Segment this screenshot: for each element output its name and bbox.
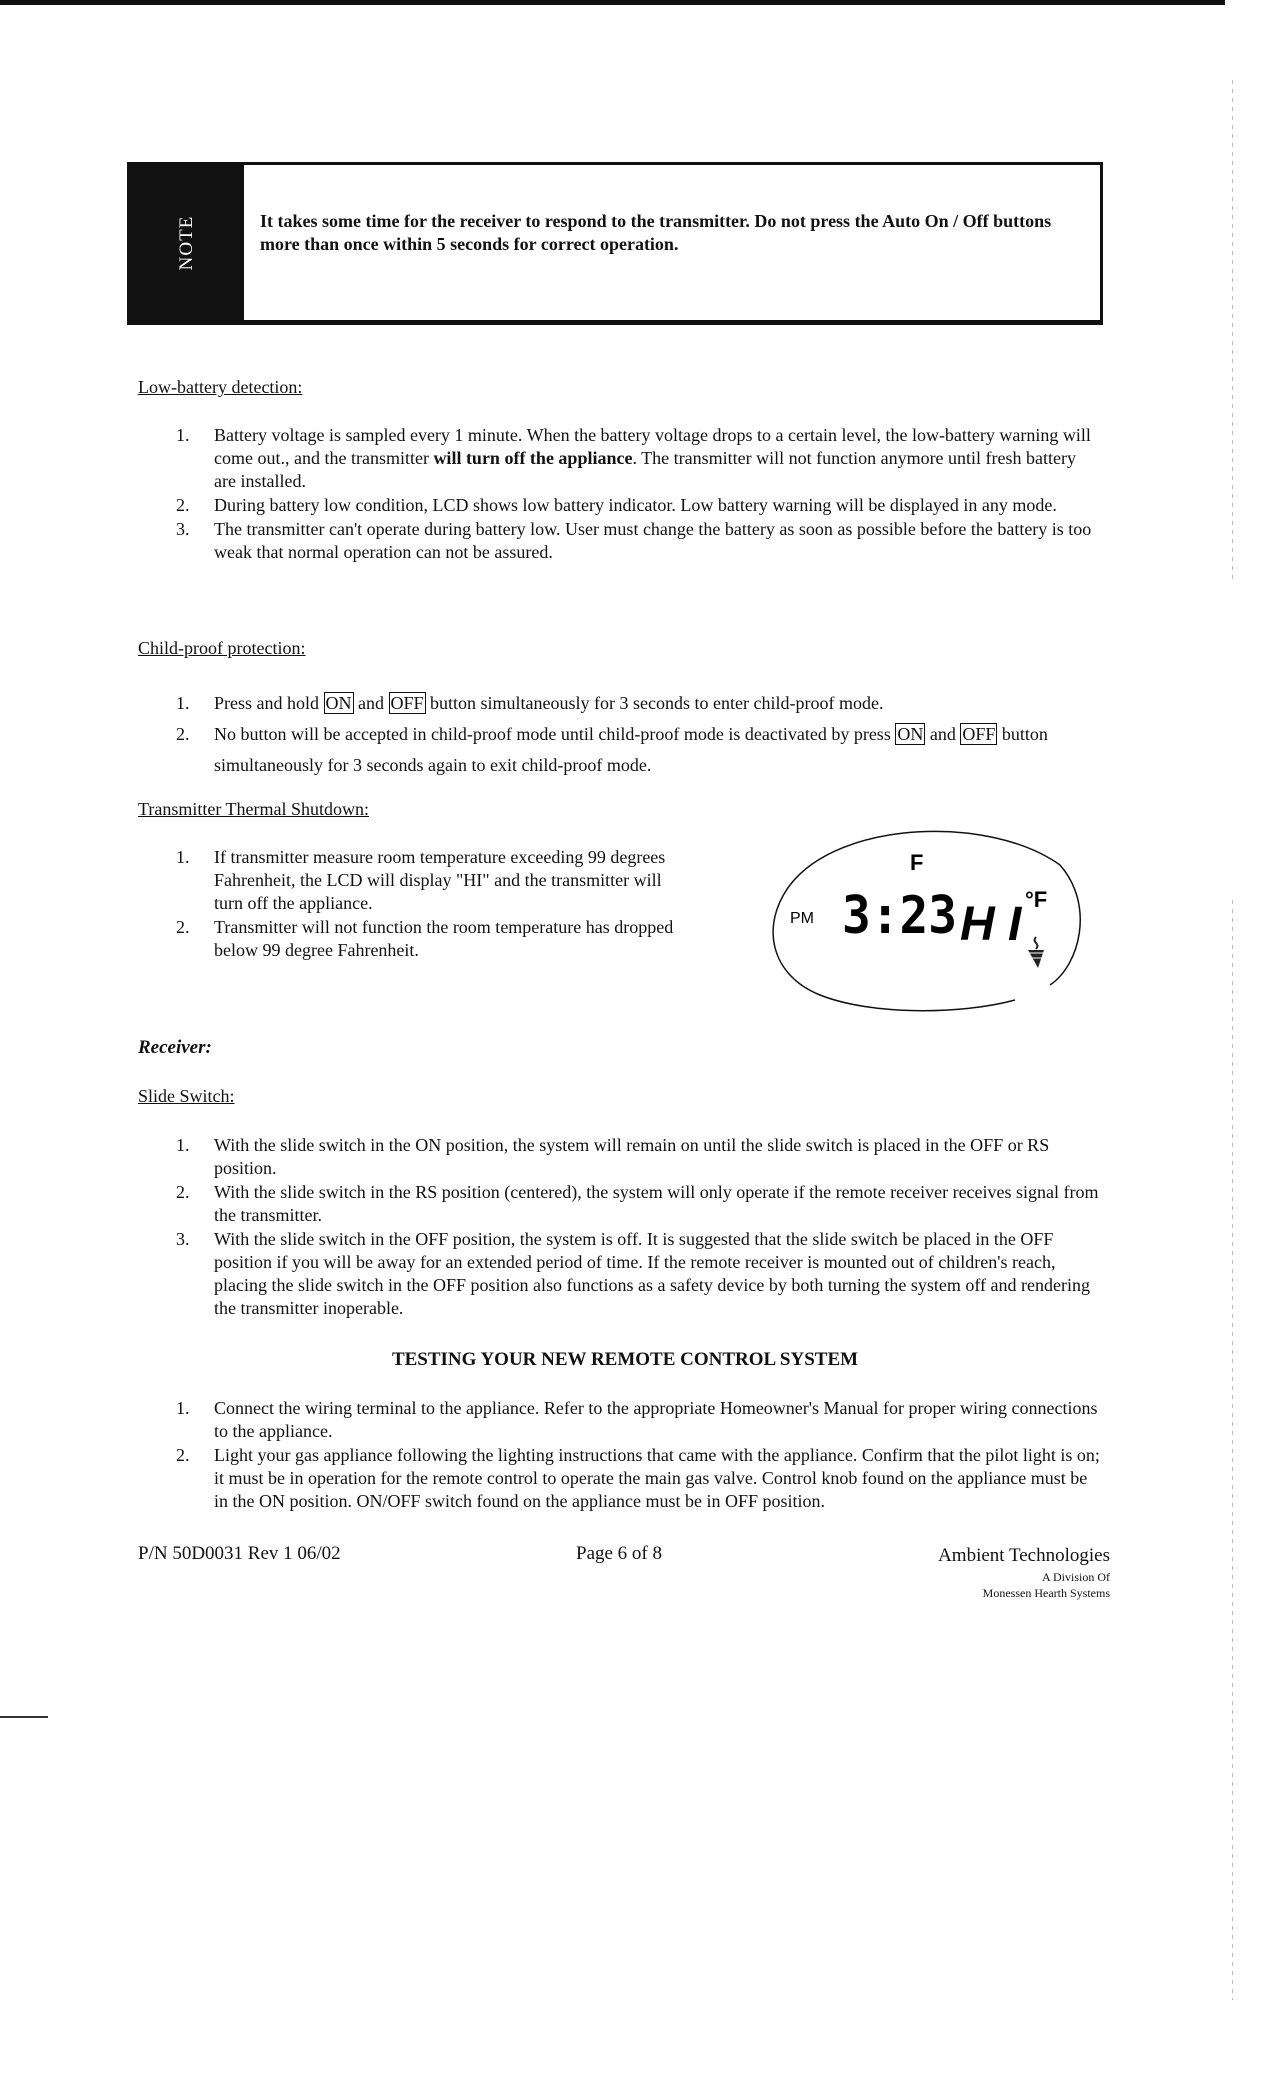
list-item — [138, 424, 1100, 493]
item-text: Connect the wiring terminal to the appliance. Refer to the appropriate Homeowner's Manual for proper wiring connections to the appliance. — [214, 1398, 1098, 1441]
lcd-degree-unit: °F — [1025, 887, 1048, 912]
item-text: and — [353, 693, 389, 713]
item-number: 3. — [176, 1229, 190, 1249]
low-battery-list — [138, 424, 1100, 564]
testing-list — [138, 1397, 1100, 1513]
list-item — [138, 1134, 1100, 1180]
list-item — [138, 1181, 1100, 1227]
item-number: 2. — [176, 495, 190, 515]
list-item — [138, 846, 678, 915]
item-text: Light your gas appliance following the lighting instructions that came with the appliance. Confirm that the pilot light is on; it must be in operation for the remote control to operate the main gas valve. Control knob found on the appliance must be in the ON position. ON/OFF switch found on the appliance must be in OFF position. — [214, 1445, 1100, 1511]
receiver-heading: Receiver: — [138, 1037, 212, 1058]
note-tab — [130, 165, 244, 320]
lcd-pm-label: PM — [790, 910, 814, 927]
item-text: During battery low condition, LCD shows low battery indicator. Low battery warning will be displayed in any mode. — [214, 495, 1057, 515]
item-text: The transmitter can't operate during battery low. User must change the battery as soon as possible before the battery is too weak that normal operation can not be assured. — [214, 519, 1092, 562]
on-button-label: ON — [897, 724, 924, 744]
note-text: It takes some time for the receiver to respond to the transmitter. Do not press the Auto On / Off buttons more than once within 5 seconds for correct operation. — [260, 211, 1052, 254]
list-item — [138, 916, 678, 962]
child-proof-list — [138, 688, 1100, 781]
item-text: . The transmitter will not function anymore until fresh battery are installed. — [214, 448, 1077, 491]
item-text: and — [925, 724, 961, 744]
footer-division-line2: Monessen Hearth Systems — [982, 1586, 1110, 1600]
item-text: Press and hold — [214, 693, 324, 713]
item-number: 2. — [176, 917, 190, 937]
list-item — [138, 1397, 1100, 1443]
footer-page-number: Page 6 of 8 — [576, 1543, 663, 1564]
item-text: With the slide switch in the OFF position, the system is off. It is suggested that the slide switch be placed in the OFF position if you will be away for an extended period of time. If the remote receiver is mounted out of children's reach, placing the slide switch in the OFF position also functions as a safety device by both turning the system off and rendering the transmitter inoperable. — [214, 1229, 1091, 1318]
lcd-time: 3:23 — [842, 886, 957, 946]
lcd-outline-right — [1050, 865, 1080, 985]
note-label: NOTE — [176, 215, 197, 270]
item-number: 1. — [176, 1135, 190, 1155]
item-text: With the slide switch in the RS position (centered), the system will only operate if the remote receiver receives signal from the transmitter. — [214, 1182, 1099, 1225]
child-proof-heading: Child-proof protection: — [138, 638, 306, 658]
thermal-heading: Transmitter Thermal Shutdown: — [138, 799, 369, 819]
footer-part-number: P/N 50D0031 Rev 1 06/02 — [138, 1543, 341, 1564]
item-number: 1. — [176, 1398, 190, 1418]
testing-heading: TESTING YOUR NEW REMOTE CONTROL SYSTEM — [391, 1349, 859, 1370]
item-number: 1. — [176, 693, 190, 713]
footer-company: Ambient Technologies — [938, 1545, 1110, 1566]
item-bold-text: will turn off the appliance — [433, 448, 633, 468]
item-number: 2. — [176, 1182, 190, 1202]
footer-division-line1: A Division Of — [1041, 1570, 1110, 1584]
item-text: button simultaneously for 3 seconds again to exit child-proof mode. — [214, 724, 1048, 775]
off-button-label: OFF — [390, 693, 424, 713]
item-text: If transmitter measure room temperature exceeding 99 degrees Fahrenheit, the LCD will display "HI" and the transmitter will turn off the appliance. — [214, 847, 666, 913]
top-border — [0, 0, 1225, 5]
flame-icon — [1026, 937, 1046, 968]
thermal-list — [138, 846, 678, 962]
lcd-display-illustration — [760, 825, 1090, 1025]
item-text: With the slide switch in the ON position, the system will remain on until the slide switch is placed in the OFF or RS position. — [214, 1135, 1050, 1178]
scan-margin-mark — [0, 1716, 48, 1718]
list-item — [138, 1444, 1100, 1513]
lcd-outline-top — [790, 831, 1060, 885]
item-number: 2. — [176, 1445, 190, 1465]
scan-edge-mark — [1232, 80, 1233, 580]
item-number: 1. — [176, 847, 190, 867]
item-number: 2. — [176, 724, 190, 744]
item-text: Transmitter will not function the room temperature has dropped below 99 degree Fahrenheit. — [214, 917, 674, 960]
list-item — [138, 494, 1100, 517]
low-battery-heading: Low-battery detection: — [138, 377, 303, 397]
list-item — [138, 518, 1100, 564]
item-text: No button will be accepted in child-proof mode until child-proof mode is deactivated by press — [214, 724, 896, 744]
item-text: Battery voltage is sampled every 1 minute. When the battery voltage drops to a certain level, the low-battery warning will come out., and the transmitter — [214, 425, 1091, 468]
list-item — [138, 719, 1100, 781]
lcd-hi: H I — [960, 898, 1022, 951]
scan-edge-mark — [1232, 900, 1233, 2000]
item-number: 1. — [176, 425, 190, 445]
lcd-f-label: F — [910, 850, 924, 875]
list-item — [138, 688, 1100, 719]
item-number: 3. — [176, 519, 190, 539]
on-button-label: ON — [325, 693, 352, 713]
list-item — [138, 1228, 1100, 1320]
slide-switch-list — [138, 1134, 1100, 1320]
slide-switch-heading: Slide Switch: — [138, 1086, 235, 1106]
note-box — [127, 162, 1103, 325]
off-button-label: OFF — [962, 724, 996, 744]
item-text: button simultaneously for 3 seconds to enter child-proof mode. — [425, 693, 884, 713]
